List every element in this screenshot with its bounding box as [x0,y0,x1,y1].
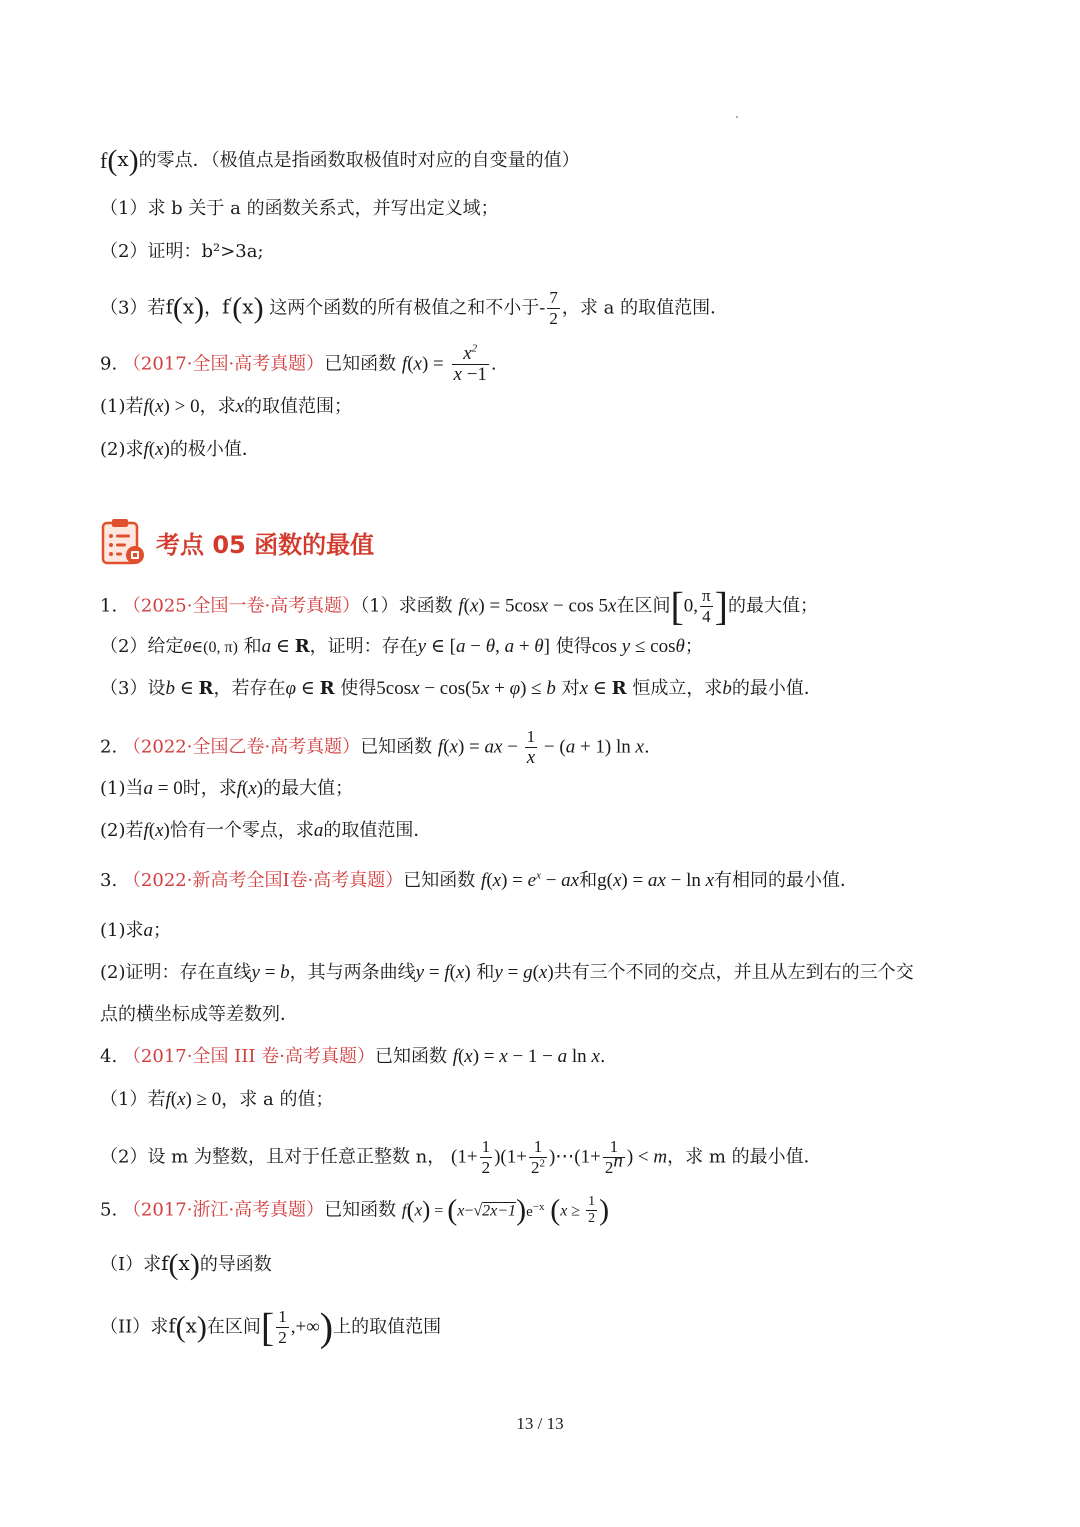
p2-q2: (2)若f(x)恰有一个零点，求a的取值范围． [100,820,432,841]
p4-q2: （2）设 m 为整数，且对于任意正整数 n， (1+ $\frac{1}{2}$ )(1+ $\frac{1}{2^2}$ )⋯(1+ $\frac{1}{2^n}$ ) < m，求 m 的最小值． [100,1137,822,1177]
section-title: 考点 05 函数的最值 [156,530,375,559]
p4-q1: （1）若f(x) ≥ 0，求 a 的值； [100,1089,334,1110]
prev-q3-line: （3）若f(x)，f′(x) 这两个函数的所有极值之和不小于- $\frac{7}{2}$ ，求 a 的取值范围． [100,288,729,328]
p5-q2: （II）求f(x)在区间[ $\frac{1}{2}$ ,+∞)上的取值范围 [100,1304,442,1350]
p9-num: 9. [100,353,118,375]
fraction-neg-7-2: $\frac{7}{2}$ [549,288,558,328]
p1-line1: 1. （2025·全国一卷·高考真题）（1）求函数 f(x) = 5cosx − cos 5x在区间[0, $\frac{\pi}{4}$ ]的最大值； [100,583,818,629]
p1-source: （2025·全国一卷·高考真题） [122,595,361,617]
p3-q2: (2)证明：存在直线y = b，其与两条曲线y = f(x) 和y = g(x)共有三个不同的交点，并且从左到右的三个交 [100,962,914,983]
prev-intro-text: 的零点．（极值点是指函数取极值时对应的自变量的值） [138,150,580,171]
p3-q1: (1)求a； [100,920,171,941]
p9-source: （2017·全国·高考真题） [122,353,325,375]
p2-line: 2. （2022·全国乙卷·高考真题）已知函数 f(x) = ax − $\frac{1}{x}$ − (a + 1) ln x. [100,727,650,768]
p1-line3: （3）设b ∈ R，若存在φ ∈ R 使得5cosx − cos(5x + φ) ≤ b 对x ∈ R 恒成立，求b的最小值． [100,678,822,699]
prev-q3-end: ，求 a 的取值范围． [561,297,729,319]
p9-line: 9. （2017·全国·高考真题）已知函数 f(x) = $\frac{x^2}{x -1}$ . [100,342,497,385]
p1-line2: （2）给定θ∈(0, π) 和a ∈ R，证明：存在y ∈ [a − θ, a + θ] 使得cos y ≤ cosθ； [100,636,703,657]
prev-q2: （2）证明：b²>3a; [100,241,264,262]
prev-q1: （1）求 b 关于 a 的函数关系式，并写出定义域； [100,198,499,219]
p4-source: （2017·全国 III 卷·高考真题） [122,1046,375,1067]
p9-text: 已知函数 [324,353,397,375]
p4-line: 4. （2017·全国 III 卷·高考真题）已知函数 f(x) = x − 1 − a ln x. [100,1046,606,1067]
p3-q2-cont: 点的横坐标成等差数列． [100,1004,298,1025]
prev-q3-pre: （3）若 [100,297,166,319]
p5-line: 5. （2017·浙江·高考真题）已知函数 $f(x) = (x-√2x-1)e^{-x}$ (x ≥ $\frac{1}{2}$ ) [100,1193,610,1227]
p2-q1: (1)当a = 0时，求f(x)的最大值； [100,778,354,799]
prev-q3-mid: 这两个函数的所有极值之和不小于 [269,297,540,319]
section-heading [100,514,374,570]
p9-fraction: $\frac{x^2}{x -1}$ [453,342,487,385]
clipboard-icon [100,516,146,568]
p5-q1: （I）求f(x)的导函数 [100,1248,272,1281]
p5-source: （2017·浙江·高考真题） [122,1199,325,1221]
p3-line: 3. （2022·新高考全国I卷·高考真题）已知函数 $f(x) = e^x$ − ax和g(x) = ax − ln x有相同的最小值． [100,869,859,891]
p9-q2: (2)求f(x)的极小值． [100,439,260,460]
p9-q1: (1)若f(x) > 0，求x的取值范围； [100,396,353,417]
p3-source: （2022·新高考全国I卷·高考真题） [122,870,404,891]
p2-source: （2022·全国乙卷·高考真题） [122,736,361,758]
page-number: 13 / 13 [516,1414,564,1433]
prev-intro-line: f(x)的零点．（极值点是指函数取极值时对应的自变量的值） [100,144,580,177]
scan-dot [736,116,738,118]
